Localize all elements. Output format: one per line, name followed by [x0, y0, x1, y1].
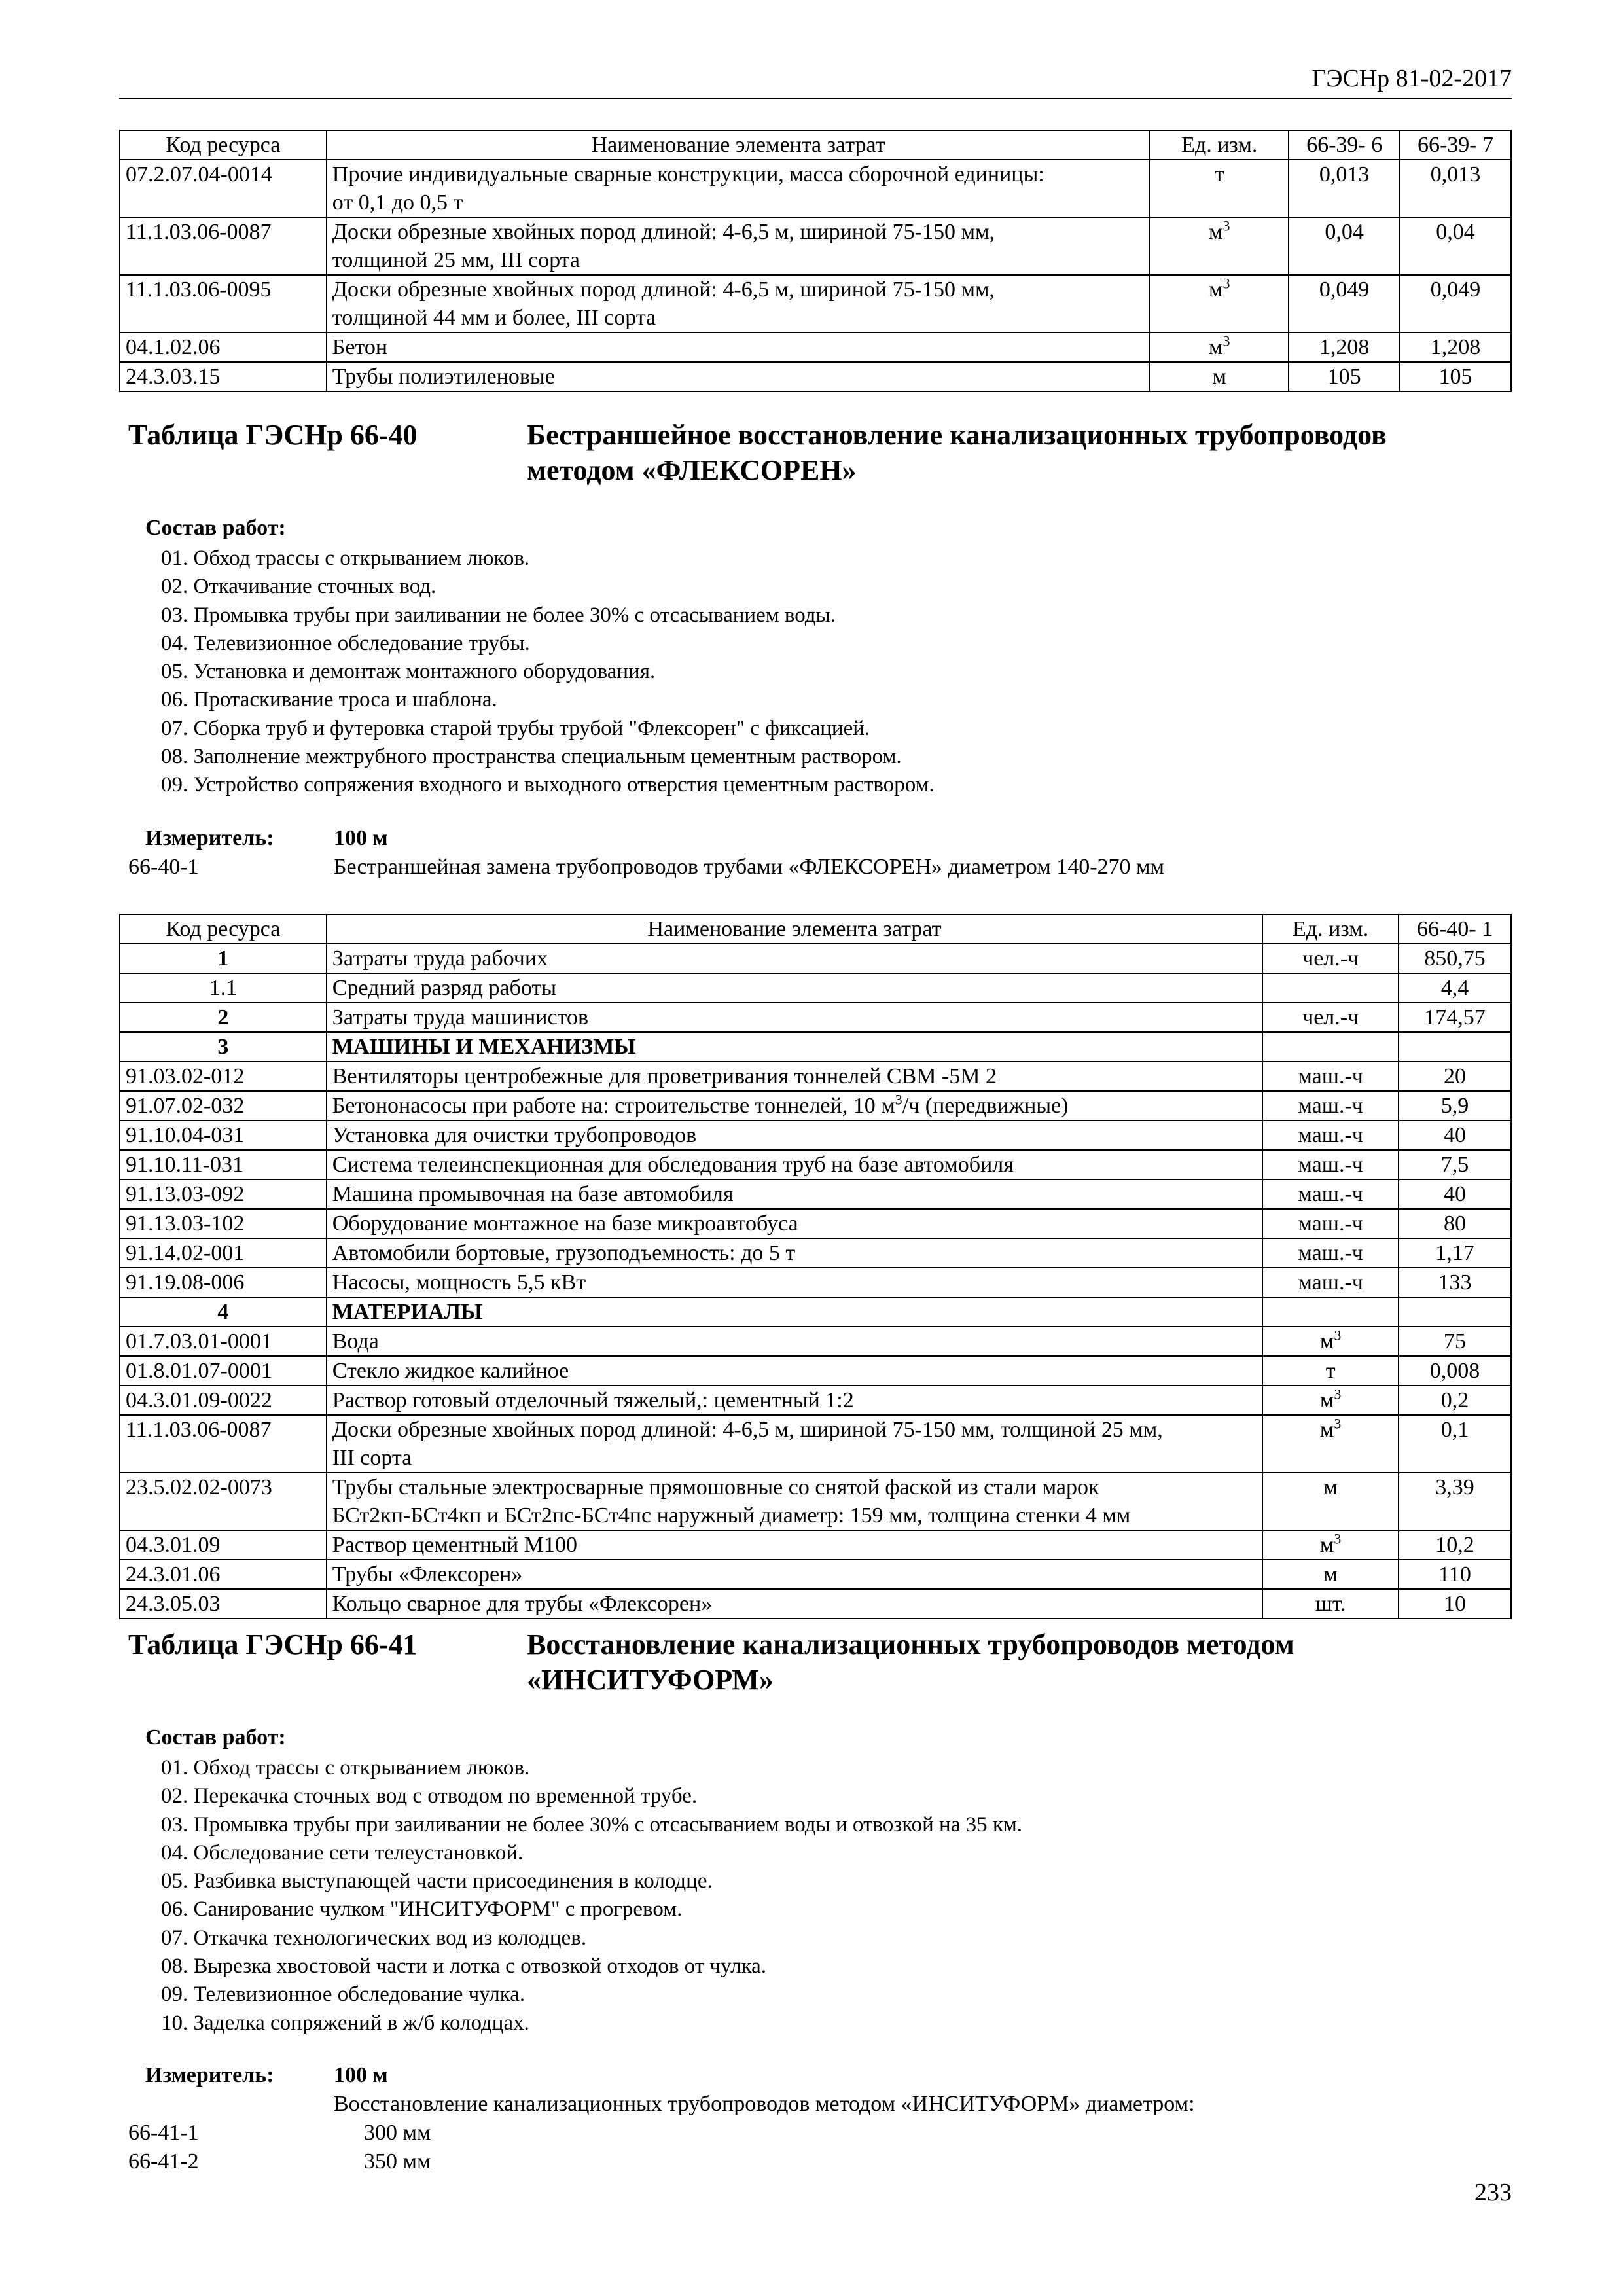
resource-code: 3 — [120, 1032, 327, 1062]
list-item: 09. Устройство сопряжения входного и выходного отверстия цементным раствором. — [161, 773, 935, 797]
header-rule — [119, 98, 1512, 99]
resource-code: 1.1 — [120, 973, 327, 1003]
list-item: 06. Протаскивание троса и шаблона. — [161, 688, 497, 712]
resource-name: Затраты труда рабочих — [327, 944, 1262, 973]
item-code: 66-41-1 — [128, 2121, 199, 2145]
works-list — [161, 1754, 1022, 2037]
resource-value: 0,049 — [1400, 275, 1511, 332]
resource-value: 0,2 — [1399, 1386, 1511, 1415]
resource-code: 04.1.02.06 — [120, 332, 327, 362]
table-row — [120, 160, 1511, 217]
resource-value: 40 — [1399, 1121, 1511, 1150]
resource-value: 7,5 — [1399, 1150, 1511, 1179]
resource-name: Вентиляторы центробежные для проветривания тоннелей СВМ -5М 2 — [327, 1062, 1262, 1091]
resource-code: 11.1.03.06-0087 — [120, 1415, 327, 1473]
resource-unit: маш.-ч — [1262, 1268, 1399, 1297]
resource-code: 91.10.04-031 — [120, 1121, 327, 1150]
resource-unit: $м^3$ — [1262, 1327, 1399, 1356]
resource-value: 0,013 — [1289, 160, 1400, 217]
resource-unit: $м^3$ — [1262, 1530, 1399, 1560]
meter-label: Измеритель: — [145, 2063, 274, 2087]
table-row — [120, 1297, 1511, 1327]
resource-unit: $м^3$ — [1262, 1415, 1399, 1473]
resource-code: 1 — [120, 944, 327, 973]
item-code: 66-41-2 — [128, 2149, 199, 2174]
resource-name: Доски обрезные хвойных пород длиной: 4-6,5 м, шириной 75-150 мм, толщиной 44 мм и более, III сорта — [327, 275, 1150, 332]
resource-unit: маш.-ч — [1262, 1121, 1399, 1150]
resource-unit: маш.-ч — [1262, 1062, 1399, 1091]
resource-unit: м — [1262, 1560, 1399, 1589]
resource-value: 4,4 — [1399, 973, 1511, 1003]
item-size: 350 мм — [364, 2149, 431, 2174]
table-header-row — [120, 130, 1511, 160]
table-row — [120, 1589, 1511, 1619]
table-row — [120, 1386, 1511, 1415]
resource-value: 0,008 — [1399, 1356, 1511, 1386]
meter-value: 100 м — [334, 2063, 388, 2087]
resource-code: 04.3.01.09 — [120, 1530, 327, 1560]
item-description: Бестраншейная замена трубопроводов трубами «ФЛЕКСОРЕН» диаметром 140-270 мм — [334, 855, 1165, 879]
table-row — [120, 217, 1511, 275]
resource-code: 4 — [120, 1297, 327, 1327]
resource-name: Бетононасосы при работе на: строительстве тоннелей, 10 $м^3/ч$ (передвижные) — [327, 1091, 1262, 1121]
col-header-code: Код ресурса — [120, 914, 327, 944]
resource-unit — [1262, 973, 1399, 1003]
resource-code: 24.3.03.15 — [120, 362, 327, 391]
item-code: 66-40-1 — [128, 855, 199, 879]
resource-name: Доски обрезные хвойных пород длиной: 4-6,5 м, шириной 75-150 мм, толщиной 25 мм, III сорта — [327, 217, 1150, 275]
resource-name: Затраты труда машинистов — [327, 1003, 1262, 1032]
resource-code: 24.3.01.06 — [120, 1560, 327, 1589]
resource-unit: маш.-ч — [1262, 1150, 1399, 1179]
resource-name: Доски обрезные хвойных пород длиной: 4-6,5 м, шириной 75-150 мм, толщиной 25 мм, III сорта — [327, 1415, 1262, 1473]
resource-code: 2 — [120, 1003, 327, 1032]
table-row — [120, 1530, 1511, 1560]
resource-code: 91.14.02-001 — [120, 1238, 327, 1268]
resource-value: 10 — [1399, 1589, 1511, 1619]
list-item: 07. Сборка труб и футеровка старой трубы трубой "Флексорен" с фиксацией. — [161, 716, 870, 740]
item-size: 300 мм — [364, 2121, 431, 2145]
resource-name: Трубы «Флексорен» — [327, 1560, 1262, 1589]
resource-value: 174,57 — [1399, 1003, 1511, 1032]
table-66-40 — [119, 914, 1512, 1619]
table-header-row — [120, 914, 1511, 944]
resource-value: 133 — [1399, 1268, 1511, 1297]
resource-unit: чел.-ч — [1262, 1003, 1399, 1032]
resource-unit: маш.-ч — [1262, 1091, 1399, 1121]
col-header-code: Код ресурса — [120, 130, 327, 160]
resource-value: 850,75 — [1399, 944, 1511, 973]
resource-code: 91.03.02-012 — [120, 1062, 327, 1091]
resource-code: 91.13.03-092 — [120, 1179, 327, 1209]
resource-unit: шт. — [1262, 1589, 1399, 1619]
page-number: 233 — [1474, 2179, 1512, 2206]
resource-name: Оборудование монтажное на базе микроавтобуса — [327, 1209, 1262, 1238]
resource-value: 40 — [1399, 1179, 1511, 1209]
list-item: 05. Разбивка выступающей части присоединения в колодце. — [161, 1869, 713, 1893]
table-row — [120, 1268, 1511, 1297]
table-row — [120, 1032, 1511, 1062]
resource-unit: $м^3$ — [1262, 1386, 1399, 1415]
list-item: 01. Обход трассы с открыванием люков. — [161, 1756, 530, 1780]
resource-code: 24.3.05.03 — [120, 1589, 327, 1619]
table-row — [120, 1062, 1511, 1091]
resource-unit: м — [1150, 362, 1289, 391]
resource-code: 91.07.02-032 — [120, 1091, 327, 1121]
resource-name: Установка для очистки трубопроводов — [327, 1121, 1262, 1150]
list-item: 08. Вырезка хвостовой части и лотка с отвозкой отходов от чулка. — [161, 1954, 767, 1979]
resource-code: 23.5.02.02-0073 — [120, 1473, 327, 1530]
resource-unit: м — [1262, 1473, 1399, 1530]
resource-name: Раствор готовый отделочный тяжелый,: цементный 1:2 — [327, 1386, 1262, 1415]
col-header-name: Наименование элемента затрат — [327, 130, 1150, 160]
section-name: МАШИНЫ И МЕХАНИЗМЫ — [327, 1032, 1262, 1062]
resource-code: 91.13.03-102 — [120, 1209, 327, 1238]
resource-name: Раствор цементный М100 — [327, 1530, 1262, 1560]
list-item: 03. Промывка трубы при заиливании не более 30% с отсасыванием воды и отвозкой на 35 км. — [161, 1812, 1023, 1837]
works-heading: Состав работ: — [145, 516, 286, 540]
works-list — [161, 545, 935, 800]
resource-name: Трубы стальные электросварные прямошовные со снятой фаской из стали марок БСт2кп-БСт4кп и БСт2пс-БСт4пс наружный диаметр: 159 мм, толщина стенки 4 мм — [327, 1473, 1262, 1530]
resource-value: 20 — [1399, 1062, 1511, 1091]
resource-name: Система телеинспекционная для обследования труб на базе автомобиля — [327, 1150, 1262, 1179]
resource-unit: т — [1262, 1356, 1399, 1386]
table-66-39-continued — [119, 130, 1512, 392]
meter-value: 100 м — [334, 826, 388, 850]
resource-unit: $м^3$ — [1150, 217, 1289, 275]
resource-code: 91.19.08-006 — [120, 1268, 327, 1297]
table-row — [120, 1238, 1511, 1268]
resource-value: 105 — [1289, 362, 1400, 391]
col-header-name: Наименование элемента затрат — [327, 914, 1262, 944]
works-heading: Состав работ: — [145, 1725, 286, 1749]
resource-value: 0,04 — [1400, 217, 1511, 275]
resource-code: 07.2.07.04-0014 — [120, 160, 327, 217]
col-header-66-40-1: 66-40- 1 — [1399, 914, 1511, 944]
list-item: 03. Промывка трубы при заиливании не более 30% с отсасыванием воды. — [161, 603, 836, 627]
resource-name: Вода — [327, 1327, 1262, 1356]
table-row — [120, 973, 1511, 1003]
list-item: 06. Санирование чулком "ИНСИТУФОРМ" с прогревом. — [161, 1897, 683, 1922]
table-label-66-40: Таблица ГЭСНр 66-40 — [128, 419, 418, 451]
resource-unit: маш.-ч — [1262, 1179, 1399, 1209]
item-description: Восстановление канализационных трубопроводов методом «ИНСИТУФОРМ» диаметром: — [334, 2092, 1195, 2116]
resource-code: 01.8.01.07-0001 — [120, 1356, 327, 1386]
list-item: 08. Заполнение межтрубного пространства специальным цементным раствором. — [161, 745, 902, 769]
resource-value: 0,04 — [1289, 217, 1400, 275]
resource-value: 80 — [1399, 1209, 1511, 1238]
meter-label: Измеритель: — [145, 826, 274, 850]
section-name: МАТЕРИАЛЫ — [327, 1297, 1262, 1327]
table-row — [120, 362, 1511, 391]
table-label-66-41: Таблица ГЭСНр 66-41 — [128, 1628, 418, 1660]
list-item: 10. Заделка сопряжений в ж/б колодцах. — [161, 2011, 529, 2035]
resource-value: 1,208 — [1400, 332, 1511, 362]
col-header-66-39-7: 66-39- 7 — [1400, 130, 1511, 160]
resource-code: 91.10.11-031 — [120, 1150, 327, 1179]
resource-name: Автомобили бортовые, грузоподъемность: до 5 т — [327, 1238, 1262, 1268]
table-title-66-41: Восстановление канализационных трубопроводов методом «ИНСИТУФОРМ» — [527, 1628, 1294, 1696]
resource-name: Стекло жидкое калийное — [327, 1356, 1262, 1386]
table-row — [120, 1415, 1511, 1473]
table-row — [120, 1091, 1511, 1121]
list-item: 07. Откачка технологических вод из колодцев. — [161, 1926, 587, 1950]
resource-value: 105 — [1400, 362, 1511, 391]
list-item: 02. Откачивание сточных вод. — [161, 575, 437, 599]
resource-code: 11.1.03.06-0087 — [120, 217, 327, 275]
table-row — [120, 1003, 1511, 1032]
resource-code: 11.1.03.06-0095 — [120, 275, 327, 332]
resource-name: Кольцо сварное для трубы «Флексорен» — [327, 1589, 1262, 1619]
table-row — [120, 944, 1511, 973]
resource-value: 110 — [1399, 1560, 1511, 1589]
list-item: 04. Телевизионное обследование трубы. — [161, 631, 530, 655]
resource-value: 75 — [1399, 1327, 1511, 1356]
list-item: 09. Телевизионное обследование чулка. — [161, 1982, 526, 2007]
resource-value: 0,013 — [1400, 160, 1511, 217]
resource-unit: т — [1150, 160, 1289, 217]
resource-value: 10,2 — [1399, 1530, 1511, 1560]
col-header-66-39-6: 66-39- 6 — [1289, 130, 1400, 160]
list-item: 02. Перекачка сточных вод с отводом по временной трубе. — [161, 1784, 698, 1808]
table-row — [120, 1121, 1511, 1150]
resource-unit: чел.-ч — [1262, 944, 1399, 973]
resource-name: Прочие индивидуальные сварные конструкции, масса сборочной единицы: от 0,1 до 0,5 т — [327, 160, 1150, 217]
list-item: 05. Установка и демонтаж монтажного оборудования. — [161, 660, 656, 684]
resource-value: 0,1 — [1399, 1415, 1511, 1473]
table-row — [120, 275, 1511, 332]
resource-value: 1,17 — [1399, 1238, 1511, 1268]
resource-code: 01.7.03.01-0001 — [120, 1327, 327, 1356]
resource-value: 3,39 — [1399, 1473, 1511, 1530]
resource-name: Машина промывочная на базе автомобиля — [327, 1179, 1262, 1209]
table-row — [120, 1327, 1511, 1356]
resource-name: Трубы полиэтиленовые — [327, 362, 1150, 391]
resource-value: 0,049 — [1289, 275, 1400, 332]
resource-value: 5,9 — [1399, 1091, 1511, 1121]
table-title-66-40: Бестраншейное восстановление канализационных трубопроводов методом «ФЛЕКСОРЕН» — [527, 419, 1387, 486]
resource-name: Средний разряд работы — [327, 973, 1262, 1003]
list-item: 01. Обход трассы с открыванием люков. — [161, 547, 530, 570]
table-row — [120, 332, 1511, 362]
resource-unit: маш.-ч — [1262, 1209, 1399, 1238]
list-item: 04. Обследование сети телеустановкой. — [161, 1840, 524, 1865]
table-row — [120, 1356, 1511, 1386]
resource-unit: $м^3$ — [1150, 275, 1289, 332]
table-row — [120, 1179, 1511, 1209]
col-header-unit: Ед. изм. — [1262, 914, 1399, 944]
table-row — [120, 1209, 1511, 1238]
resource-unit: маш.-ч — [1262, 1238, 1399, 1268]
resource-code: 04.3.01.09-0022 — [120, 1386, 327, 1415]
table-row — [120, 1150, 1511, 1179]
col-header-unit: Ед. изм. — [1150, 130, 1289, 160]
resource-value: 1,208 — [1289, 332, 1400, 362]
resource-name: Бетон — [327, 332, 1150, 362]
resource-name: Насосы, мощность 5,5 кВт — [327, 1268, 1262, 1297]
document-code: ГЭСНр 81-02-2017 — [1311, 65, 1512, 92]
table-row — [120, 1473, 1511, 1530]
table-row — [120, 1560, 1511, 1589]
resource-unit: $м^3$ — [1150, 332, 1289, 362]
